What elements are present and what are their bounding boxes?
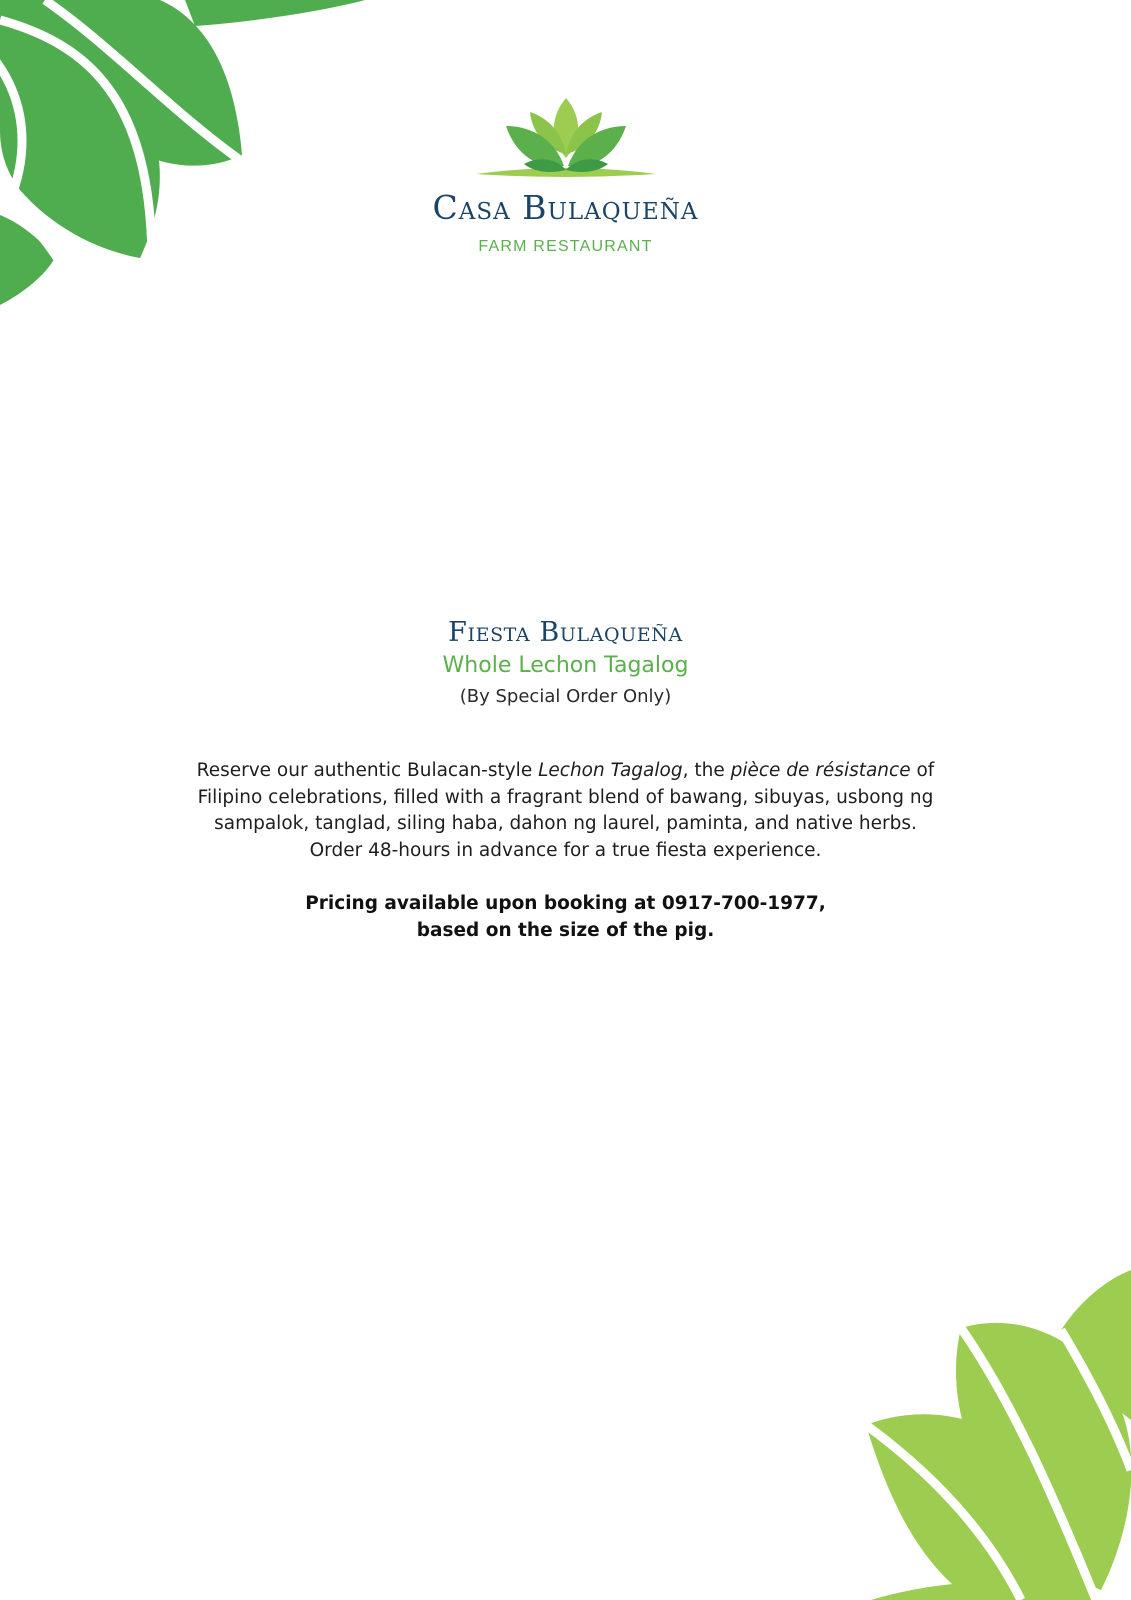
brand-name: Casa Bulaqueña — [432, 188, 699, 227]
pricing-line-1: Pricing available upon booking at 0917-700-1977, — [305, 893, 826, 914]
description-text-3: of Filipino celebrations, filled with a fragrant blend of bawang, sibuyas, usbong ng sampalok, tanglad, siling haba, dahon ng laurel, paminta, and native herbs. Order 48-hours in advance for a true fiesta experience. — [197, 760, 935, 861]
brand-header — [0, 92, 1131, 256]
brand-tagline: FARM RESTAURANT — [478, 238, 653, 255]
lotus-icon — [466, 92, 666, 184]
description-text-2: , the — [682, 760, 731, 781]
pricing-note — [206, 890, 926, 944]
pricing-line-2: based on the size of the pig. — [416, 920, 715, 941]
description-emphasis-2: pièce de résistance — [730, 760, 911, 781]
description-text-1: Reserve our authentic Bulacan-style — [196, 760, 539, 781]
description-emphasis-1: Lechon Tagalog — [538, 760, 683, 781]
feature-title: Fiesta Bulaqueña — [448, 617, 683, 648]
feature-description — [196, 758, 936, 864]
feature-section — [0, 616, 1131, 944]
leaf-decoration-bottom-right-icon — [851, 1270, 1131, 1600]
feature-subtitle: Whole Lechon Tagalog — [442, 653, 689, 678]
feature-note: (By Special Order Only) — [459, 686, 672, 707]
